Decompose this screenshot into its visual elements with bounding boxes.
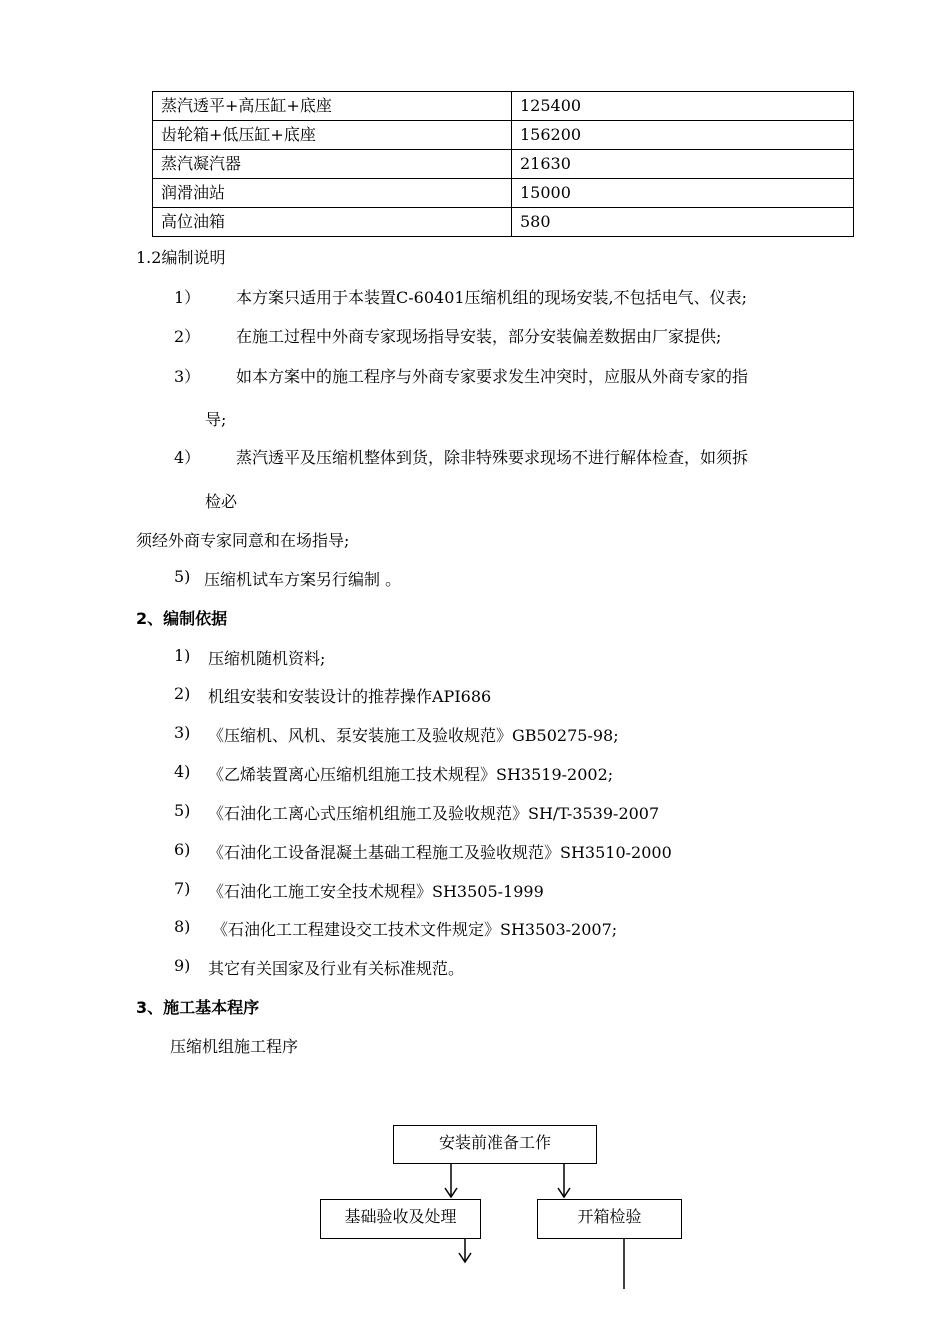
list-item-text: 蒸汽透平及压缩机整体到货，除非特殊要求现场不进行解体检查，如须拆: [236, 448, 749, 467]
list-item-number: 6): [174, 840, 191, 859]
list-item-continuation: 须经外商专家同意和在场指导;: [136, 531, 350, 550]
list-item-number: 3）: [174, 367, 201, 386]
list-item-text: 本方案只适用于本装置C-60401压缩机组的现场安装,不包括电气、仪表;: [236, 288, 748, 307]
list-item-text: 机组安装和安装设计的推荐操作API686: [208, 687, 492, 706]
list-item-text: 如本方案中的施工程序与外商专家要求发生冲突时，应服从外商专家的指: [236, 367, 749, 386]
flow-box-preparation: [393, 1125, 597, 1164]
list-item-text: 《石油化工离心式压缩机组施工及验收规范》SH/T-3539-2007: [208, 804, 660, 823]
list-item-number: 2）: [174, 327, 201, 346]
list-item-number: 2): [174, 684, 191, 703]
flow-box-label: 基础验收及处理: [344, 1207, 457, 1226]
table-cell-value: 15000: [512, 179, 854, 208]
list-item-number: 7): [174, 879, 191, 898]
flow-box-unpacking: [537, 1199, 682, 1239]
flow-box-label: 安装前准备工作: [438, 1133, 551, 1152]
flow-box-foundation: [320, 1199, 481, 1239]
flow-box-label: 开箱检验: [577, 1207, 642, 1226]
list-item-text: 《石油化工施工安全技术规程》SH3505-1999: [208, 882, 544, 901]
list-item-continuation: 检必: [205, 492, 238, 511]
table-cell-value: 580: [512, 208, 854, 237]
section-2-title: 2、编制依据: [136, 609, 228, 628]
table-cell-value: 125400: [512, 92, 854, 121]
list-item-number: 4): [174, 762, 191, 781]
table-cell-name: 润滑油站: [153, 179, 512, 208]
list-item-number: 9): [174, 956, 191, 975]
table-cell-name: 蒸汽透平+高压缸+底座: [153, 92, 512, 121]
table-cell-value: 156200: [512, 121, 854, 150]
list-item-number: 5): [174, 567, 191, 586]
list-item-text: 其它有关国家及行业有关标准规范。: [208, 959, 465, 978]
list-item-text: 压缩机随机资料;: [208, 649, 326, 668]
table-cell-name: 齿轮箱+低压缸+底座: [153, 121, 512, 150]
list-item-continuation: 导;: [205, 410, 227, 429]
list-item-number: 1）: [174, 288, 201, 307]
table-cell-name: 蒸汽凝汽器: [153, 150, 512, 179]
section-3-subtitle: 压缩机组施工程序: [170, 1037, 299, 1056]
list-item-number: 5): [174, 801, 191, 820]
list-item-number: 8): [174, 917, 191, 936]
list-item-text: 《石油化工设备混凝土基础工程施工及验收规范》SH3510-2000: [208, 843, 672, 862]
list-item-number: 1): [174, 646, 191, 665]
section-1-2-title: 1.2编制说明: [136, 248, 226, 267]
table-cell-value: 21630: [512, 150, 854, 179]
section-3-title: 3、施工基本程序: [136, 998, 260, 1017]
list-item-text: 压缩机试车方案另行编制 。: [204, 570, 402, 589]
list-item-text: 《压缩机、风机、泵安装施工及验收规范》GB50275-98;: [208, 726, 619, 745]
list-item-text: 在施工过程中外商专家现场指导安装，部分安装偏差数据由厂家提供;: [236, 327, 722, 346]
list-item-number: 3): [174, 723, 191, 742]
list-item-number: 4）: [174, 448, 201, 467]
list-item-text: 《乙烯装置离心压缩机组施工技术规程》SH3519-2002;: [208, 765, 614, 784]
table-cell-name: 高位油箱: [153, 208, 512, 237]
list-item-text: 《石油化工工程建设交工技术文件规定》SH3503-2007;: [212, 920, 618, 939]
